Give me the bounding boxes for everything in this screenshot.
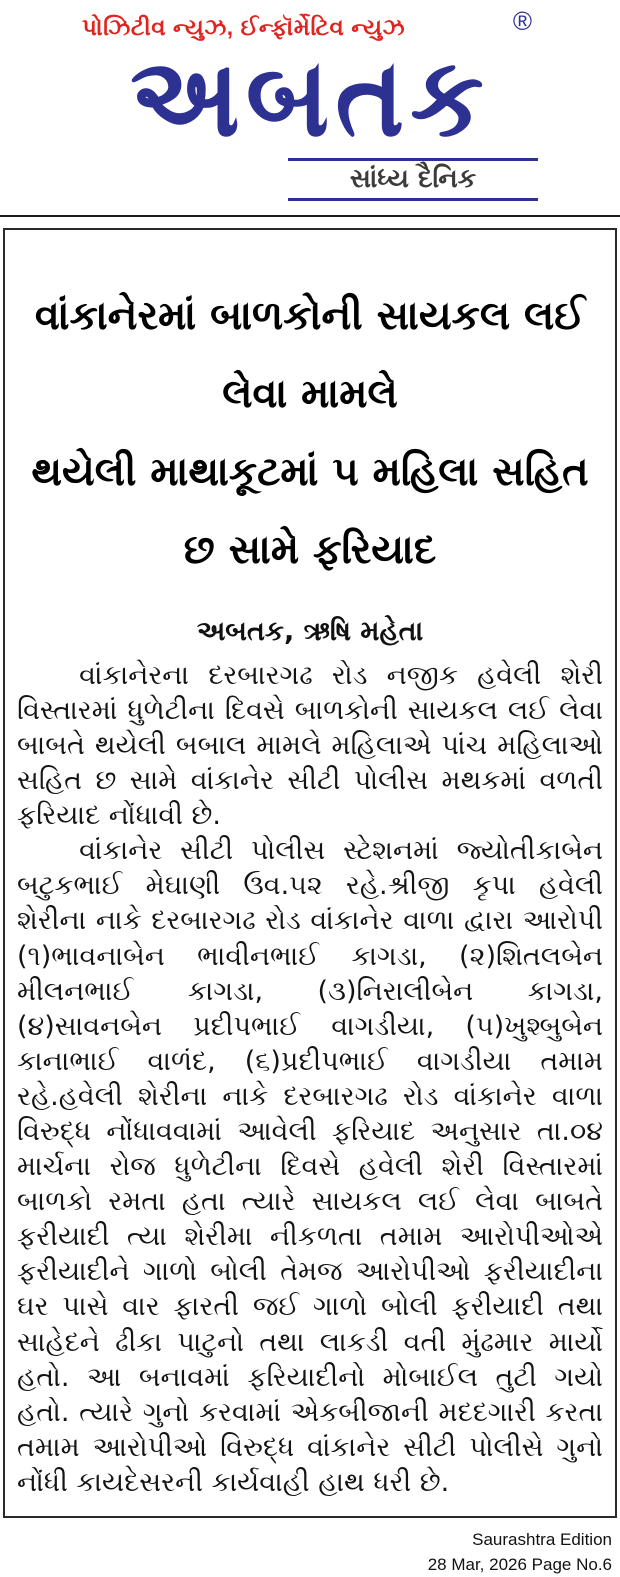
newspaper-logo: અબતક <box>130 32 490 162</box>
headline-line-1: વાંકાનેરમાં બાળકોની સાયકલ લઈ લેવા મામલે <box>34 292 586 417</box>
edition-label: સાંધ્ય દૈનિક <box>349 164 477 195</box>
news-article <box>3 228 617 1518</box>
article-byline: અબતક, ઋષિ મહેતા <box>196 615 424 647</box>
masthead-tagline: પોઝિટીવ ન્યુઝ, ઈન્ફૉર્મેટિવ ન્યુઝ <box>82 14 406 40</box>
footer-edition: Saurashtra Edition <box>472 1530 612 1550</box>
article-paragraph-2: વાંકાનેર સીટી પોલીસ સ્ટેશનમાં જ્યોતીકાબેન બટુકભાઈ મેઘાણી ઉવ.૫૨ રહે.શ્રીજી કૃપા હવેલી શેરીના નાકે દરબારગઢ રોડ વાંકાનેર વાળા દ્વારા આરોપી (૧)ભાવનાબેન ભાવીનભાઈ કાગડા, (૨)શિતલબેન મીલનભાઈ કાગડા, (૩)નિરાલીબેન કાગડા, (૪)સાવનબેન પ્રદીપભાઈ વાગડીયા, (૫)ખુશ્બુબેન કાનાભાઈ વાળંદ, (૬)પ્રદીપભાઈ વાગડીયા તમામ રહે.હવેલી શેરીના નાકે દરબારગઢ રોડ વાંકાનેર વાળા વિરુદ્ધ નોંધાવવામાં આવેલી ફરિયાદ અનુસાર તા.૦૪ માર્ચના રોજ ધુળેટીના દિવસે હવેલી શેરી વિસ્તારમાં બાળકો રમતા હતા ત્યારે સાયકલ લઈ લેવા બાબતે ફરીયાદી ત્યા શેરીમા નીકળતા તમામ આરોપીઓએ ફરીયાદીને ગાળો બોલી તેમજ આરોપીઓ ફરીયાદીના ઘર પાસે વાર ફારતી જઈ ગાળો બોલી ફરીયાદી તથા સાહેદને ઢીકા પાટુનો તથા લાકડી વતી મુંઢમાર માર્યો હતો. આ બનાવમાં ફરિયાદીનો મોબાઈલ તુટી ગયો હતો. ત્યારે ગુનો કરવામાં એકબીજાની મદદગારી કરતા તમામ આરોપીઓ વિરુદ્ધ વાંકાનેર સીટી પોલીસે ગુનો નોંધી કાયદેસરની કાર્યવાહી હાથ ધરી છે. <box>17 835 603 1498</box>
header-divider <box>0 215 620 217</box>
edition-strip <box>288 158 538 201</box>
page-footer <box>0 1528 612 1577</box>
article-body <box>17 658 603 1500</box>
footer-dateline: 28 Mar, 2026 Page No.6 <box>427 1554 612 1574</box>
article-headline <box>17 277 603 589</box>
headline-line-2: થયેલી માથાકૂટમાં ૫ મહિલા સહિત છ સામે ફરિયાદ <box>31 448 589 573</box>
registered-trademark-icon: ® <box>512 6 532 36</box>
article-paragraph-1: વાંકાનેરના દરબારગઢ રોડ નજીક હવેલી શેરી વિસ્તારમાં ધુળેટીના દિવસે બાળકોની સાયકલ લઈ લેવા બાબતે થયેલી બબાલ મામલે મહિલાએ પાંચ મહિલાઓ સહિત છ સામે વાંકાનેર સીટી પોલીસ મથકમાં વળતી ફરિયાદ નોંધાવી છે. <box>17 659 603 832</box>
newspaper-masthead <box>0 0 620 201</box>
